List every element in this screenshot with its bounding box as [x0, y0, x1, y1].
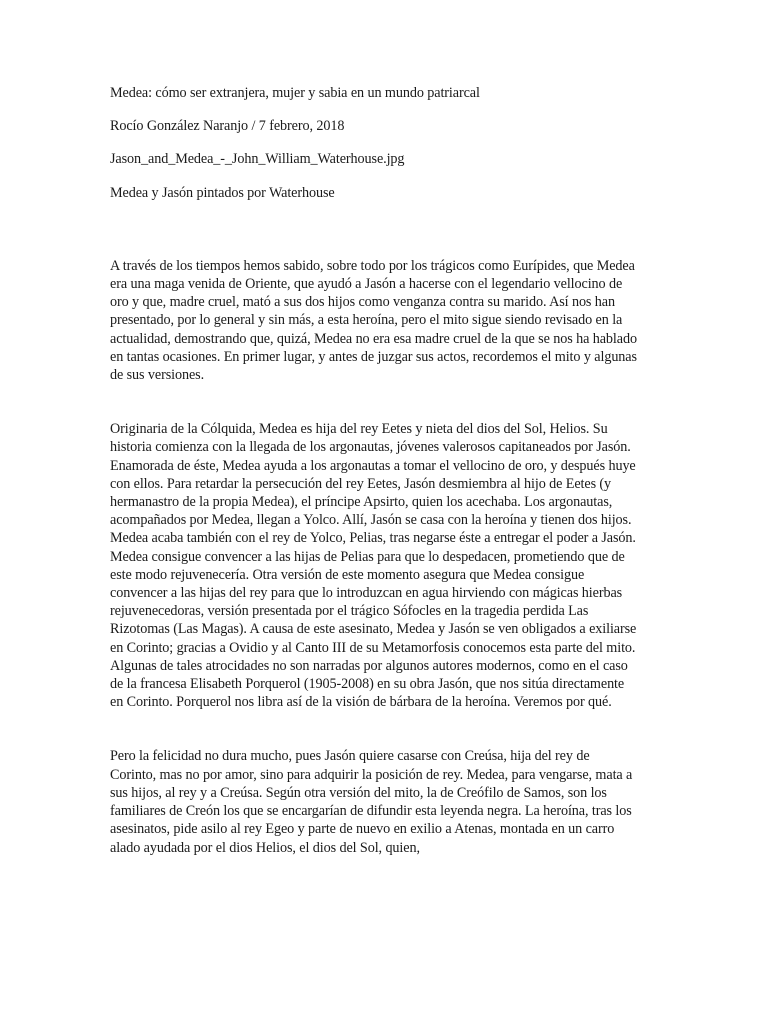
paragraph-origin: Originaria de la Cólquida, Medea es hija del rey Eetes y nieta del dios del Sol, Helios. Su historia comienza con la llegada de los argonautas, jóvenes valerosos capitaneados por Jasón. Enamorada de éste, Medea ayuda a los argonautas a tomar el vellocino de oro, y después huye con ellos. Para retardar la persecución del rey Eetes, Jasón desmiembra al hijo de Eetes (y hermanastro de la propia Medea), el príncipe Apsirto, quien los acechaba. Los argonautas, acompañados por Medea, llegan a Yolco. Allí, Jasón se casa con la heroína y tienen dos hijos. Medea acaba también con el rey de Yolco, Pelias, tras negarse éste a entregar el poder a Jasón. Medea consigue convencer a las hijas de Pelias para que lo despedacen, prometiendo que de este modo rejuvenecería. Otra versión de este momento asegura que Medea consigue convencer a las hijas del rey para que lo introduzcan en agua hirviendo con mágicas hierbas rejuvenecedoras, versión presentada por el trágico Sófocles en la tragedia perdida Las Rizotomas (Las Magas). A causa de este asesinato, Medea y Jasón se ven obligados a exiliarse en Corinto; gracias a Ovidio y al Canto III de su Metamorfosis conocemos esta parte del mito. Algunas de tales atrocidades no son narradas por algunos autores modernos, como en el caso de la francesa Elisabeth Porquerol (1905-2008) en su obra Jasón, que nos sitúa directamente en Corinto. Porquerol nos libra así de la visión de bárbara de la heroína. Veremos por qué.	[110, 421, 637, 711]
paragraph-intro: A través de los tiempos hemos sabido, sobre todo por los trágicos como Eurípides, que Medea era una maga venida de Oriente, que ayudó a Jasón a hacerse con el legendario vellocino de oro y que, madre cruel, mató a sus dos hijos como venganza contra su marido. Así nos han presentado, por lo general y sin más, a esta heroína, pero el mito sigue siendo revisado en la actualidad, demostrando que, quizá, Medea no era esa madre cruel de la que se nos ha hablado en tantas ocasiones. En primer lugar, y antes de juzgar sus actos, recordemos el mito y algunas de sus versiones.	[110, 257, 637, 384]
article-title: Medea: cómo ser extranjera, mujer y sabia en un mundo patriarcal	[110, 85, 480, 101]
paragraph-corinth: Pero la felicidad no dura mucho, pues Jasón quiere casarse con Creúsa, hija del rey de Corinto, mas no por amor, sino para adquirir la posición de rey. Medea, para vengarse, mata a sus hijos, al rey y a Creúsa. Según otra versión del mito, la de Creófilo de Samos, son los familiares de Creón los que se encargarían de difundir esta leyenda negra. La heroína, tras los asesinatos, pide asilo al rey Egeo y parte de nuevo en exilio a Atenas, montada en un carro alado ayudada por el dios Helios, el dios del Sol, quien,	[110, 748, 633, 856]
spacer	[110, 384, 638, 420]
image-filename: Jason_and_Medea_-_John_William_Waterhouse.jpg	[110, 151, 405, 168]
spacer	[110, 711, 638, 747]
article-byline: Rocío González Naranjo / 7 febrero, 2018	[110, 118, 345, 135]
document-page	[110, 84, 638, 857]
image-caption: Medea y Jasón pintados por Waterhouse	[110, 184, 335, 201]
spacer	[110, 217, 638, 257]
